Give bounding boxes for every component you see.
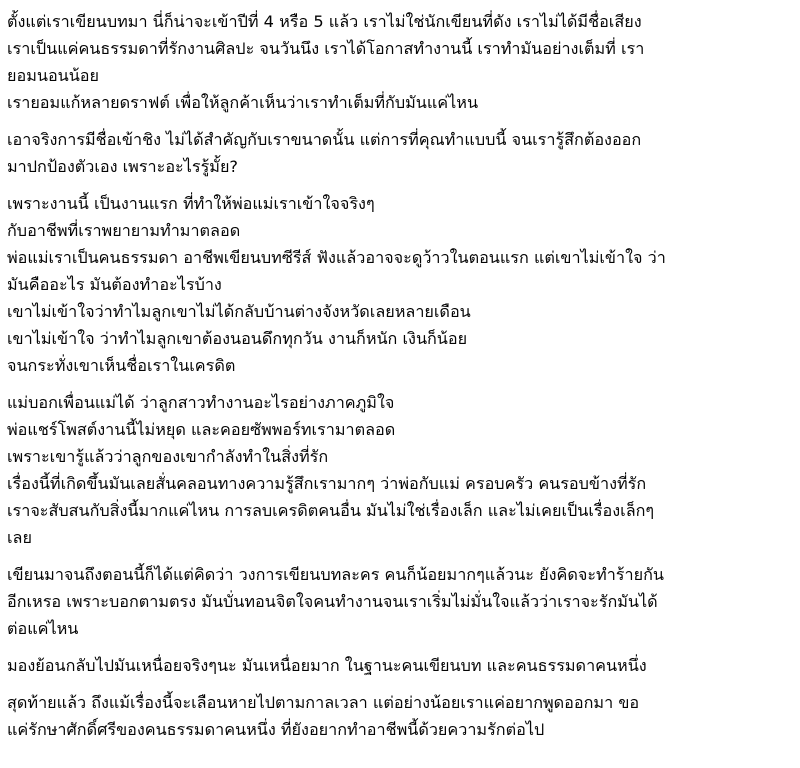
post-text-line: มาปกป้องตัวเอง เพราะอะไรรู้มั้ย? xyxy=(7,157,239,176)
post-text-line: พ่อแชร์โพสต์งานนี้ไม่หยุด และคอยซัพพอร์ทเรามาตลอด xyxy=(7,420,396,439)
post-paragraph xyxy=(7,689,793,743)
post-text-line: เพราะเขารู้แล้วว่าลูกของเขากำลังทำในสิ่งที่รัก xyxy=(7,447,329,466)
post-text-line: ยอมนอนน้อย xyxy=(7,66,100,85)
post-text-line: ตั้งแต่เราเขียนบทมา นี่ก็น่าจะเข้าปีที่ 4 หรือ 5 แล้ว เราไม่ใช่นักเขียนที่ดัง เราไม่ได้มีชื่อเสียง xyxy=(7,12,642,31)
post-text-line: สุดท้ายแล้ว ถึงแม้เรื่องนี้จะเลือนหายไปตามกาลเวลา แต่อย่างน้อยเราแค่อยากพูดออกมา ขอ xyxy=(7,693,640,712)
post-text-line: เขาไม่เข้าใจ ว่าทำไมลูกเขาต้องนอนดึกทุกวัน งานก็หนัก เงินก็น้อย xyxy=(7,329,468,348)
post-text-line: เราจะสับสนกับสิ่งนี้มากแค่ไหน การลบเครดิตคนอื่น มันไม่ใช่เรื่องเล็ก และไม่เคยเป็นเรื่องเล็กๆ xyxy=(7,501,655,520)
post-text-line: เรื่องนี้ที่เกิดขึ้นมันเลยสั่นคลอนทางความรู้สึกเรามากๆ ว่าพ่อกับแม่ ครอบครัว คนรอบข้างที่รัก xyxy=(7,474,647,493)
post-paragraph xyxy=(7,126,793,180)
post-text-line: เขียนมาจนถึงตอนนี้ก็ได้แต่คิดว่า วงการเขียนบทละคร คนก็น้อยมากๆแล้วนะ ยังคิดจะทำร้ายกัน xyxy=(7,565,664,584)
post-paragraph xyxy=(7,652,793,679)
post-text-line: พ่อแม่เราเป็นคนธรรมดา อาชีพเขียนบทซีรีส์ ฟังแล้วอาจจะดูว้าวในตอนแรก แต่เขาไม่เข้าใจ ว่า xyxy=(7,248,666,267)
post-text-line: กับอาชีพที่เราพยายามทำมาตลอด xyxy=(7,221,241,240)
post-text-line: อีกเหรอ เพราะบอกตามตรง มันบั่นทอนจิตใจคนทำงานจนเราเริ่มไม่มั่นใจแล้วว่าเราจะรักมันได้ xyxy=(7,592,658,611)
post-text-line: เอาจริงการมีชื่อเข้าชิง ไม่ได้สำคัญกับเราขนาดนั้น แต่การที่คุณทำแบบนี้ จนเรารู้สึกต้องออก xyxy=(7,130,642,149)
post-text-line: มองย้อนกลับไปมันเหนื่อยจริงๆนะ มันเหนื่อยมาก ในฐานะคนเขียนบท และคนธรรมดาคนหนึ่ง xyxy=(7,656,647,675)
post-paragraph xyxy=(7,190,793,379)
post-text-line: เราเป็นแค่คนธรรมดาที่รักงานศิลปะ จนวันนึง เราได้โอกาสทำงานนี้ เราทำมันอย่างเต็มที่ เรา xyxy=(7,39,645,58)
post-text-line: จนกระทั่งเขาเห็นชื่อเราในเครดิต xyxy=(7,356,236,375)
post-paragraph xyxy=(7,561,793,642)
post-text-line: เขาไม่เข้าใจว่าทำไมลูกเขาไม่ได้กลับบ้านต่างจังหวัดเลยหลายเดือน xyxy=(7,302,471,321)
post-paragraph xyxy=(7,389,793,551)
post-text-line: ต่อแค่ไหน xyxy=(7,619,79,638)
post-paragraph xyxy=(7,8,793,116)
post-text-line: เรายอมแก้หลายดราฟต์ เพื่อให้ลูกค้าเห็นว่าเราทำเต็มที่กับมันแค่ไหน xyxy=(7,93,479,112)
post-text-line: แม่บอกเพื่อนแม่ได้ ว่าลูกสาวทำงานอะไรอย่างภาคภูมิใจ xyxy=(7,393,395,412)
post-body xyxy=(7,8,793,753)
post-text-line: แค่รักษาศักดิ์ศรีของคนธรรมดาคนหนึ่ง ที่ยังอยากทำอาชีพนี้ด้วยความรักต่อไป xyxy=(7,720,545,739)
post-text-line: มันคืออะไร มันต้องทำอะไรบ้าง xyxy=(7,275,222,294)
post-text-line: เพราะงานนี้ เป็นงานแรก ที่ทำให้พ่อแม่เราเข้าใจจริงๆ xyxy=(7,194,375,213)
post-text-line: เลย xyxy=(7,528,32,547)
